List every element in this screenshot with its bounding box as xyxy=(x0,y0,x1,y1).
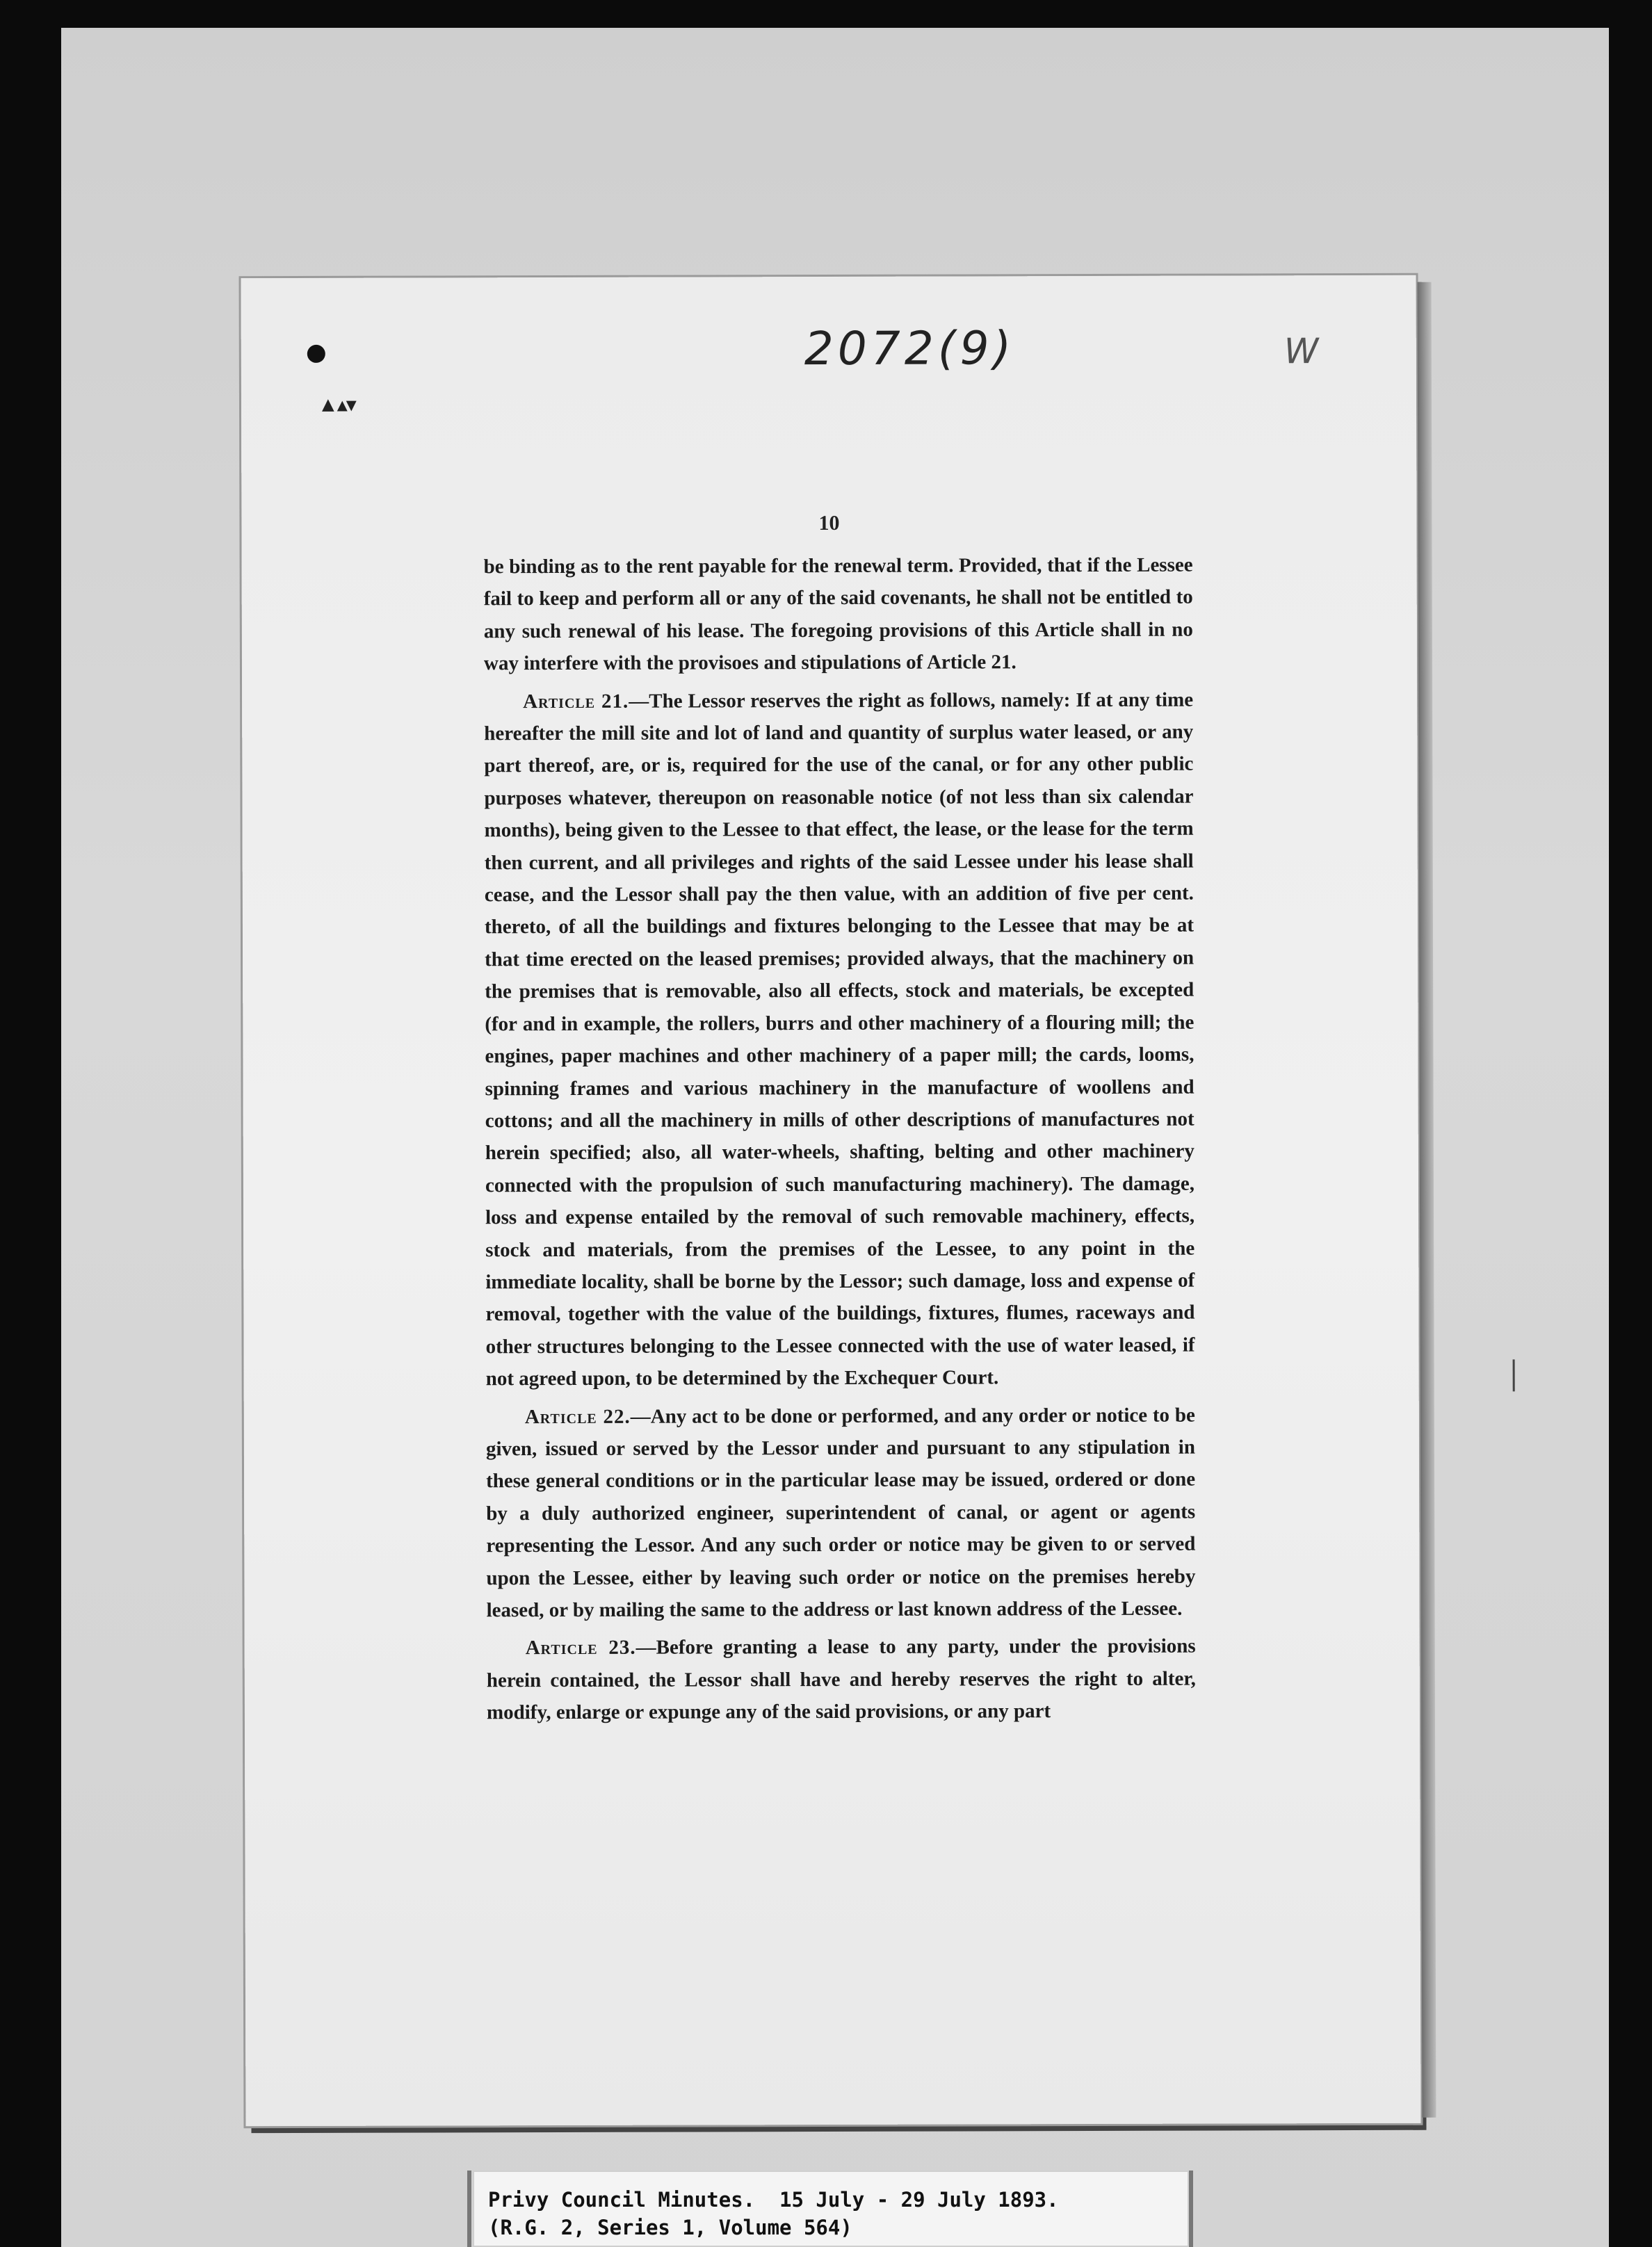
paragraph-continuation xyxy=(484,549,1193,680)
caption-line-1: Privy Council Minutes. 15 July - 29 July 1893. xyxy=(488,2188,1059,2212)
paragraph-article-23 xyxy=(487,1630,1196,1729)
paragraph-text: —Any act to be done or performed, and any order or notice to be given, issued or served by the Lessor under and pursuant to any stipulation in these general conditions or in the particular lease may be issued, ordered or done by a duly authorized engineer, superintendent of canal, or agent or agents representing the Lessor. And any such order or notice may be given to or served upon the Lessee, either by leaving such order or notice on the premises hereby leased, or by mailing the same to the address or last known address of the Lessee. xyxy=(485,1404,1196,1622)
punch-hole xyxy=(307,345,325,363)
article-heading: Article 21. xyxy=(523,690,629,713)
page-number: 10 xyxy=(818,511,840,535)
article-heading: Article 23. xyxy=(525,1637,636,1660)
paragraph-text: —Before granting a lease to any party, under the provisions herein contained, the Lessor shall have and hereby reserves the right to alter, modify, enlarge or expunge any of the said provisions, or any part xyxy=(486,1635,1196,1724)
article-heading: Article 22. xyxy=(524,1405,631,1428)
paragraph-article-21 xyxy=(484,683,1195,1395)
handwritten-initials: W xyxy=(1283,331,1319,372)
paragraph-text: —The Lessor reserves the right as follows, namely: If at any time hereafter the mill site and lot of land and quantity of surplus water leased, or any part thereof, are, or is, required for the use of the canal, or for any other public purposes whatever, thereupon on reasonable notice (of not less than six calendar months), being given to the Lessee to that effect, the lease, or the lease for the term then current, and all privileges and rights of the said Lessee under his lease shall cease, and the Lessor shall pay the then value, with an addition of five per cent. thereto, of all the buildings and fixtures belonging to the Lessee that may be at that time erected on the leased premises; provided always, that the machinery on the premises that is removable, also all effects, stock and materials, be excepted (for and in example, the rollers, burrs and other machinery of a flouring mill; the engines, paper machines and other machinery of a paper mill; the cards, looms, spinning frames and various machinery in the manufacture of woollens and cottons; and all the machinery in mills of other descriptions of manufactures not herein specified; also, all water-wheels, shafting, belting and other machinery connected with the propulsion of such manufacturing machinery). The damage, loss and expense entailed by the removal of such removable machinery, effects, stock and materials, from the premises of the Lessee, to any point in the immediate locality, shall be borne by the Lessor; such damage, loss and expense of removal, together with the value of the buildings, fixtures, flumes, raceways and other structures belonging to the Lessee connected with the use of water leased, if not agreed upon, to be determined by the Exchequer Court. xyxy=(484,688,1195,1390)
caption-border-left xyxy=(467,2171,471,2247)
document-page xyxy=(241,275,1421,2126)
caption-line-2: (R.G. 2, Series 1, Volume 564) xyxy=(488,2216,852,2239)
archive-caption-label xyxy=(473,2171,1189,2247)
paragraph-article-22 xyxy=(486,1399,1196,1627)
caption-border-right xyxy=(1189,2171,1193,2247)
handwritten-reference-number: 2072(9) xyxy=(804,321,1016,376)
paragraph-text: be binding as to the rent payable for the renewal term. Provided, that if the Lessee fail to keep and perform all or any of the said covenants, he shall not be entitled to any such renewal of his lease. The foregoing provisions of this Article shall in no way interfere with the provisoes and stipulations of Article 21. xyxy=(483,553,1193,675)
margin-pencil-mark xyxy=(1513,1359,1515,1391)
body-text xyxy=(484,549,1196,1735)
ink-smudge: ▲▴▾ xyxy=(317,393,355,416)
